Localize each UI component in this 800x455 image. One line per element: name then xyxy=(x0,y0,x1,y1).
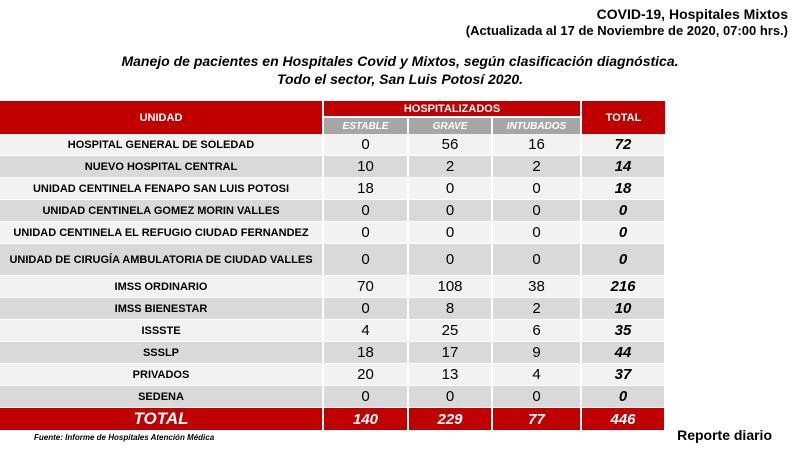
row-unidad: SEDENA xyxy=(0,386,323,408)
table-row xyxy=(0,364,665,386)
row-total: 37 xyxy=(581,364,665,386)
row-intubados: 9 xyxy=(492,342,581,364)
row-total: 0 xyxy=(581,244,665,276)
table-row xyxy=(0,200,665,222)
table-row xyxy=(0,386,665,408)
row-unidad: SSSLP xyxy=(0,342,323,364)
row-intubados: 0 xyxy=(492,178,581,200)
total-total: 446 xyxy=(581,408,665,431)
row-unidad: HOSPITAL GENERAL DE SOLEDAD xyxy=(0,134,323,156)
row-estable: 0 xyxy=(323,200,408,222)
total-estable: 140 xyxy=(323,408,408,431)
row-estable: 20 xyxy=(323,364,408,386)
row-grave: 0 xyxy=(408,200,492,222)
row-total: 35 xyxy=(581,320,665,342)
row-intubados: 4 xyxy=(492,364,581,386)
row-grave: 17 xyxy=(408,342,492,364)
row-intubados: 0 xyxy=(492,200,581,222)
caption-line-2: Todo el sector, San Luis Potosí 2020. xyxy=(276,71,524,87)
row-grave: 0 xyxy=(408,178,492,200)
row-estable: 0 xyxy=(323,298,408,320)
row-unidad: PRIVADOS xyxy=(0,364,323,386)
row-estable: 18 xyxy=(323,178,408,200)
header-hospitalizados: HOSPITALIZADOS xyxy=(323,101,581,117)
row-unidad: UNIDAD CENTINELA FENAPO SAN LUIS POTOSI xyxy=(0,178,323,200)
row-estable: 0 xyxy=(323,134,408,156)
total-intubados: 77 xyxy=(492,408,581,431)
row-unidad: NUEVO HOSPITAL CENTRAL xyxy=(0,156,323,178)
row-grave: 0 xyxy=(408,244,492,276)
row-estable: 0 xyxy=(323,244,408,276)
subheader-estable: ESTABLE xyxy=(323,117,408,134)
table-caption xyxy=(0,52,800,88)
row-intubados: 2 xyxy=(492,156,581,178)
row-grave: 108 xyxy=(408,276,492,298)
table-row xyxy=(0,342,665,364)
row-estable: 0 xyxy=(323,386,408,408)
total-grave: 229 xyxy=(408,408,492,431)
row-total: 18 xyxy=(581,178,665,200)
row-estable: 4 xyxy=(323,320,408,342)
row-intubados: 0 xyxy=(492,222,581,244)
row-unidad: UNIDAD CENTINELA EL REFUGIO CIUDAD FERNANDEZ xyxy=(0,222,323,244)
row-intubados: 6 xyxy=(492,320,581,342)
caption-line-1: Manejo de pacientes en Hospitales Covid y Mixtos, según clasificación diagnóstica. xyxy=(121,53,679,69)
header-unidad: UNIDAD xyxy=(0,101,323,134)
row-estable: 10 xyxy=(323,156,408,178)
total-label: TOTAL xyxy=(0,408,323,431)
row-grave: 0 xyxy=(408,222,492,244)
subheader-grave: GRAVE xyxy=(408,117,492,134)
row-grave: 2 xyxy=(408,156,492,178)
row-total: 216 xyxy=(581,276,665,298)
report-title: COVID-19, Hospitales Mixtos xyxy=(596,6,788,22)
table-row xyxy=(0,244,665,276)
row-unidad: IMSS BIENESTAR xyxy=(0,298,323,320)
row-grave: 56 xyxy=(408,134,492,156)
table-row xyxy=(0,276,665,298)
table-row xyxy=(0,156,665,178)
row-total: 10 xyxy=(581,298,665,320)
row-total: 14 xyxy=(581,156,665,178)
row-estable: 70 xyxy=(323,276,408,298)
report-header xyxy=(466,6,788,39)
row-total: 0 xyxy=(581,200,665,222)
row-grave: 8 xyxy=(408,298,492,320)
row-intubados: 16 xyxy=(492,134,581,156)
row-intubados: 38 xyxy=(492,276,581,298)
table-body xyxy=(0,134,665,408)
row-unidad: ISSSTE xyxy=(0,320,323,342)
row-total: 0 xyxy=(581,222,665,244)
row-total: 72 xyxy=(581,134,665,156)
patients-table xyxy=(0,101,666,430)
row-unidad: UNIDAD CENTINELA GOMEZ MORIN VALLES xyxy=(0,200,323,222)
table-row xyxy=(0,320,665,342)
row-unidad: UNIDAD DE CIRUGÍA AMBULATORIA DE CIUDAD VALLES xyxy=(0,244,323,276)
total-row xyxy=(0,408,665,431)
report-label: Reporte diario xyxy=(677,427,772,443)
row-unidad: IMSS ORDINARIO xyxy=(0,276,323,298)
row-grave: 0 xyxy=(408,386,492,408)
row-total: 44 xyxy=(581,342,665,364)
row-intubados: 2 xyxy=(492,298,581,320)
row-grave: 25 xyxy=(408,320,492,342)
row-estable: 18 xyxy=(323,342,408,364)
row-total: 0 xyxy=(581,386,665,408)
table-row xyxy=(0,298,665,320)
header-total: TOTAL xyxy=(581,101,665,134)
subheader-intubados: INTUBADOS xyxy=(492,117,581,134)
row-grave: 13 xyxy=(408,364,492,386)
table-row xyxy=(0,178,665,200)
table-row xyxy=(0,222,665,244)
row-estable: 0 xyxy=(323,222,408,244)
table-row xyxy=(0,134,665,156)
report-update-date: (Actualizada al 17 de Noviembre de 2020, 07:00 hrs.) xyxy=(465,23,788,38)
row-intubados: 0 xyxy=(492,244,581,276)
row-intubados: 0 xyxy=(492,386,581,408)
source-note: Fuente: Informe de Hospitales Atención Médica xyxy=(34,433,215,442)
